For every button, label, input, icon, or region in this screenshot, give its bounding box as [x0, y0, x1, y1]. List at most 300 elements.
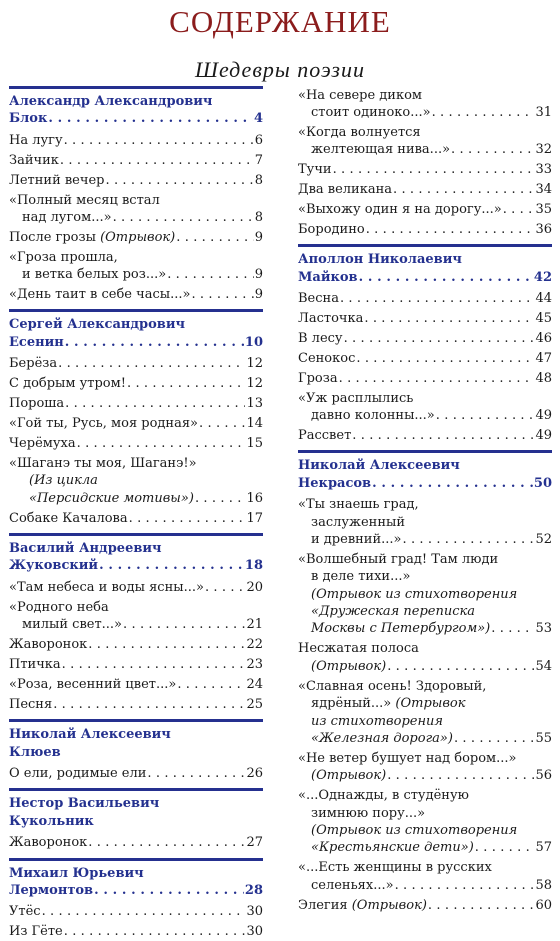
dot-leader [436, 407, 535, 424]
toc-line [9, 923, 263, 940]
entry-title-italic: (Отрывок из стихотворения [311, 586, 518, 602]
entry-title [9, 765, 146, 782]
entry-title [9, 375, 126, 392]
page-number: 21 [246, 617, 263, 633]
author-first-name: Аполлон Николаевич [298, 252, 462, 268]
toc-line [9, 834, 263, 851]
toc-entry[interactable] [9, 765, 263, 782]
dot-leader [60, 152, 254, 169]
entry-title [298, 88, 422, 103]
toc-line [9, 172, 263, 189]
toc-line [9, 132, 263, 149]
entry-title [9, 355, 57, 372]
entry-title-text: желтеющая нива...» [311, 142, 451, 158]
entry-title [22, 616, 122, 633]
page-number: 20 [246, 579, 263, 595]
author-page-number: 42 [533, 269, 552, 285]
dot-leader [503, 201, 535, 218]
entry-title-text: милый свет...» [22, 617, 123, 633]
entry-title [9, 132, 63, 149]
dot-leader [454, 730, 535, 747]
toc-line [298, 221, 552, 238]
entry-title [298, 330, 343, 347]
entry-title [298, 679, 486, 694]
entry-title [9, 229, 175, 246]
entry-title-text: «...Однажды, в студёную [298, 788, 469, 804]
toc-line [9, 490, 263, 507]
entry-title-text: «Родного неба [9, 599, 109, 615]
dot-leader [387, 658, 534, 675]
author-section [9, 858, 263, 941]
author-section [298, 244, 552, 444]
dot-leader [387, 767, 534, 784]
entry-title [29, 490, 194, 507]
author-name-text: Некрасов [298, 475, 372, 491]
toc-entry[interactable] [9, 903, 263, 920]
entry-title-text: «Уж расплылись [298, 390, 414, 406]
entry-title [22, 266, 166, 283]
toc-entry[interactable] [298, 551, 552, 638]
entry-title [298, 427, 351, 444]
entry-title-text: Весна [298, 291, 339, 307]
entry-title-text: Жаворонок [9, 636, 88, 652]
author-last-name[interactable] [9, 110, 263, 127]
toc-entry[interactable] [298, 750, 552, 785]
entry-title [9, 923, 63, 940]
toc-line [298, 586, 552, 603]
entry-title [298, 860, 492, 875]
dot-leader [62, 656, 246, 673]
author-section [9, 86, 263, 303]
author-first-name: Александр Александрович [9, 94, 213, 109]
page-number: 30 [246, 924, 263, 940]
entry-title-italic: (Отрывок [395, 696, 466, 712]
entry-title-text: давно колонны...» [311, 408, 435, 423]
toc-line [298, 407, 552, 424]
toc-line [9, 266, 263, 283]
entry-title-text: «На севере диком [298, 87, 423, 103]
entry-title [311, 696, 466, 711]
toc-line [298, 427, 552, 444]
dot-leader [129, 510, 246, 527]
toc-line [9, 192, 263, 209]
toc-entry[interactable] [298, 124, 552, 159]
toc-line [9, 510, 263, 527]
page-number: 16 [246, 490, 263, 506]
toc-line [298, 620, 552, 637]
toc-entry[interactable] [298, 390, 552, 425]
toc-line [298, 805, 552, 822]
toc-line [9, 435, 263, 452]
entry-title-italic: (Отрывок из стихотворения [311, 822, 518, 838]
toc-line [298, 767, 552, 784]
page-number: 15 [246, 435, 263, 451]
entry-title-text: «Там небеса и воды ясны...» [9, 579, 204, 595]
entry-title [9, 172, 104, 189]
entry-title-text: «Полный месяц встал [9, 192, 160, 208]
dot-leader [428, 897, 535, 914]
entry-title [9, 510, 128, 527]
entry-title [311, 767, 386, 784]
entry-title [311, 587, 517, 602]
dot-leader [366, 221, 535, 238]
toc-entry[interactable] [9, 656, 263, 673]
toc-entry[interactable] [9, 172, 263, 189]
entry-title-text: Зайчик [9, 152, 59, 168]
toc-entry[interactable] [298, 87, 552, 122]
toc-entry[interactable] [298, 427, 552, 444]
toc-column-left [9, 80, 263, 941]
page-number: 32 [535, 142, 552, 158]
dot-leader [77, 435, 246, 452]
toc-entry[interactable] [298, 787, 552, 857]
dot-leader [113, 209, 254, 226]
entry-title-text: С добрым утром! [9, 376, 126, 392]
entry-title [298, 897, 427, 914]
entry-title-text: «Когда волнуется [298, 124, 421, 140]
toc-line [298, 658, 552, 675]
author-first-name: Василий Андреевич [9, 540, 162, 556]
toc-entry[interactable] [298, 897, 552, 914]
toc-entry[interactable] [9, 455, 263, 507]
entry-title [9, 395, 64, 412]
entry-title [29, 473, 98, 488]
entry-title [9, 636, 87, 653]
toc-line [298, 531, 552, 548]
dot-leader [88, 834, 245, 851]
entry-title [298, 125, 421, 140]
toc-column-right [298, 80, 552, 914]
author-name-text: Клюев [9, 744, 61, 760]
toc-line [298, 290, 552, 307]
dot-leader [340, 290, 535, 307]
author-section [298, 80, 552, 238]
dot-leader [364, 310, 534, 327]
dot-leader [64, 132, 254, 149]
dot-leader [359, 269, 533, 286]
page-number: 44 [535, 291, 552, 307]
dot-leader [195, 490, 246, 507]
entry-title [298, 497, 419, 512]
toc-entry[interactable] [9, 415, 263, 432]
toc-line [9, 152, 263, 169]
page-number: 56 [535, 768, 552, 784]
toc-entry[interactable] [298, 640, 552, 675]
entry-title-text: Гроза [298, 370, 338, 386]
entry-title [9, 600, 109, 615]
entry-title-text: «Шаганэ ты моя, Шаганэ!» [9, 455, 197, 471]
author-first-name: Николай Алексеевич [9, 727, 171, 743]
entry-title-text: стоит одиноко...» [311, 104, 431, 120]
author-last-name[interactable] [9, 334, 263, 351]
toc-line [9, 903, 263, 920]
page-number: 55 [535, 730, 552, 746]
toc-entry[interactable] [9, 510, 263, 527]
toc-line [9, 616, 263, 633]
entry-title-text: Элегия [298, 897, 352, 913]
entry-title [298, 391, 413, 406]
page-number: 52 [535, 531, 552, 547]
page-number: 46 [535, 330, 552, 346]
entry-title-text: Утёс [9, 904, 41, 920]
page-number: 26 [246, 765, 263, 781]
entry-title-text: «Славная осень! Здоровый, [298, 678, 487, 694]
toc-line [298, 695, 552, 712]
page-number: 58 [535, 877, 552, 893]
entry-title [9, 286, 190, 303]
entry-title-text: над лугом...» [22, 209, 112, 225]
toc-entry[interactable] [298, 496, 552, 548]
dot-leader [65, 334, 244, 351]
toc-line [298, 603, 552, 620]
dot-leader [191, 286, 253, 303]
page-number: 47 [535, 350, 552, 366]
entry-title [298, 788, 469, 803]
entry-title-text: Черёмуха [9, 435, 76, 451]
entry-title [298, 641, 419, 656]
toc-entry[interactable] [298, 221, 552, 238]
toc-entry[interactable] [9, 152, 263, 169]
entry-title-text: селеньях...» [311, 877, 394, 893]
entry-title-text: Два великана [298, 182, 392, 198]
toc-entry[interactable] [9, 375, 263, 392]
dot-leader [167, 266, 254, 283]
entry-title [9, 696, 52, 713]
page-number: 9 [254, 287, 263, 303]
entry-title-text: Рассвет [298, 427, 352, 443]
toc-line [298, 141, 552, 158]
dot-leader [393, 181, 534, 198]
page-number: 9 [254, 267, 263, 283]
entry-title [311, 714, 443, 729]
entry-title [311, 141, 450, 158]
entry-title-italic: (Отрывок) [100, 229, 176, 245]
page-number: 24 [246, 676, 263, 692]
toc-line [9, 229, 263, 246]
entry-title [311, 569, 410, 584]
author-last-name[interactable] [298, 269, 552, 286]
dot-leader [356, 350, 534, 367]
toc-line [9, 765, 263, 782]
page-number: 34 [535, 182, 552, 198]
author-section [9, 309, 263, 526]
toc-entry[interactable] [9, 834, 263, 851]
toc-line [298, 104, 552, 121]
author-last-name[interactable] [9, 744, 263, 761]
entry-title-text: «Ты знаешь град, [298, 497, 419, 513]
toc-line [9, 579, 263, 596]
entry-title [298, 350, 355, 367]
entry-title-text: О ели, родимые ели [9, 765, 147, 781]
toc-entry[interactable] [9, 676, 263, 693]
author-section [298, 450, 552, 914]
toc-entry[interactable] [298, 330, 552, 347]
dot-leader [58, 355, 245, 372]
toc-entry[interactable] [298, 290, 552, 307]
author-page-number: 18 [244, 558, 263, 574]
page-number: 49 [535, 408, 552, 423]
toc-line [298, 640, 552, 657]
toc-entry[interactable] [9, 192, 263, 227]
toc-line [9, 375, 263, 392]
toc-line [298, 568, 552, 585]
page-number: 27 [246, 835, 263, 851]
entry-title [9, 656, 61, 673]
toc-entry[interactable] [9, 286, 263, 303]
entry-title-italic: Москвы с Петербургом») [311, 621, 491, 637]
dot-leader [65, 395, 245, 412]
toc-entry[interactable] [298, 859, 552, 894]
toc-entry[interactable] [9, 435, 263, 452]
entry-title-text: Птичка [9, 656, 61, 672]
toc-line [298, 897, 552, 914]
author-last-name[interactable] [9, 813, 263, 830]
entry-title [311, 407, 435, 424]
entry-title [298, 161, 332, 178]
entry-title [311, 620, 490, 637]
toc-line [298, 859, 552, 876]
entry-title [298, 751, 517, 766]
page-number: 22 [246, 636, 263, 652]
dot-leader [123, 616, 245, 633]
author-last-name[interactable] [9, 557, 263, 574]
toc-entry[interactable] [9, 355, 263, 372]
entry-title-text: «Гой ты, Русь, моя родная» [9, 416, 199, 431]
entry-title [9, 676, 176, 693]
toc-entry[interactable] [298, 370, 552, 387]
toc-entry[interactable] [298, 350, 552, 367]
entry-title [311, 823, 517, 838]
entry-title-text: ядрёный...» [311, 696, 396, 712]
page-number: 30 [246, 904, 263, 920]
toc-line [298, 87, 552, 104]
toc-entry[interactable] [298, 678, 552, 748]
toc-line [298, 750, 552, 767]
toc-entry[interactable] [9, 132, 263, 149]
author-page-number: 28 [244, 882, 263, 898]
entry-title-text: «Волшебный град! Там люди [298, 551, 499, 567]
toc-entry[interactable] [9, 923, 263, 940]
entry-title [311, 839, 474, 856]
entry-title [298, 310, 363, 327]
dot-leader [344, 330, 535, 347]
author-name-text: Блок [9, 111, 48, 127]
toc-entry[interactable] [9, 395, 263, 412]
toc-line [298, 551, 552, 568]
entry-title [311, 531, 401, 548]
entry-title [9, 903, 41, 920]
entry-title-text: Тучи [298, 162, 332, 178]
dot-leader [99, 557, 244, 574]
entry-title [9, 579, 204, 596]
entry-title [22, 209, 112, 226]
toc-line [298, 713, 552, 730]
entry-title [298, 181, 392, 198]
entry-title-text: Берёза [9, 356, 58, 372]
toc-line [9, 455, 263, 472]
author-last-name[interactable] [298, 475, 552, 492]
page-number: 45 [535, 310, 552, 326]
entry-title-text: «День таит в себе часы...» [9, 287, 191, 303]
entry-title [9, 456, 197, 471]
dot-leader [395, 877, 535, 894]
author-name-text: Майков [298, 269, 358, 285]
toc-line [9, 636, 263, 653]
page-title: СОДЕРЖАНИЕ [169, 4, 391, 39]
toc-entry[interactable] [298, 161, 552, 178]
author-name-text: Есенин [9, 334, 64, 350]
toc-entry[interactable] [9, 579, 263, 596]
entry-title [311, 806, 425, 821]
entry-title [9, 250, 118, 265]
entry-title [311, 604, 475, 619]
entry-title-italic: из стихотворения [311, 713, 444, 729]
entry-title-text: Жаворонок [9, 835, 88, 851]
entry-title-text: Сенокос [298, 350, 356, 366]
entry-title [9, 193, 160, 208]
author-name-text: Жуковский [9, 558, 99, 574]
entry-title-text: После грозы [9, 229, 101, 245]
toc-entry[interactable] [9, 599, 263, 634]
toc-line [9, 676, 263, 693]
entry-title-text: «Выхожу один я на дорогу...» [298, 201, 502, 217]
dot-leader [48, 110, 253, 127]
toc-entry[interactable] [9, 249, 263, 284]
toc-entry[interactable] [9, 696, 263, 713]
toc-line [298, 496, 552, 513]
toc-entry[interactable] [9, 229, 263, 246]
entry-title-text: заслуженный [311, 514, 406, 530]
page-number: 57 [535, 840, 552, 856]
entry-title [311, 730, 453, 747]
entry-title-italic: (Отрывок) [311, 658, 387, 674]
page-number: 25 [246, 696, 263, 712]
toc-line [9, 355, 263, 372]
toc-line [298, 161, 552, 178]
dot-leader [88, 636, 245, 653]
toc-entry[interactable] [298, 310, 552, 327]
page-number: 6 [254, 132, 263, 148]
toc-line [9, 209, 263, 226]
entry-title-text: Бородино [298, 221, 365, 237]
toc-line [298, 877, 552, 894]
toc-line [9, 395, 263, 412]
dot-leader [42, 903, 246, 920]
page-number: 33 [535, 162, 552, 178]
page-number: 54 [535, 658, 552, 674]
entry-title [311, 658, 386, 675]
toc-line [298, 370, 552, 387]
author-page-number: 4 [253, 111, 263, 127]
entry-title-text: «Роза, весенний цвет...» [9, 676, 177, 692]
entry-title-text: Ласточка [298, 310, 364, 326]
dot-leader [475, 839, 535, 856]
author-last-name[interactable] [9, 882, 263, 899]
entry-title-italic: «Железная дорога») [311, 730, 453, 746]
entry-title [9, 415, 198, 432]
dot-leader [205, 579, 246, 596]
toc-line [298, 730, 552, 747]
entry-title [9, 834, 87, 851]
toc-line [298, 350, 552, 367]
entry-title-text: «Гроза прошла, [9, 249, 118, 265]
toc-entry[interactable] [298, 201, 552, 218]
page-number: 8 [254, 209, 263, 225]
entry-title-italic: (Отрывок) [351, 897, 427, 913]
entry-title-text: зимнюю пору...» [311, 805, 426, 821]
toc-entry[interactable] [298, 181, 552, 198]
toc-entry[interactable] [9, 636, 263, 653]
